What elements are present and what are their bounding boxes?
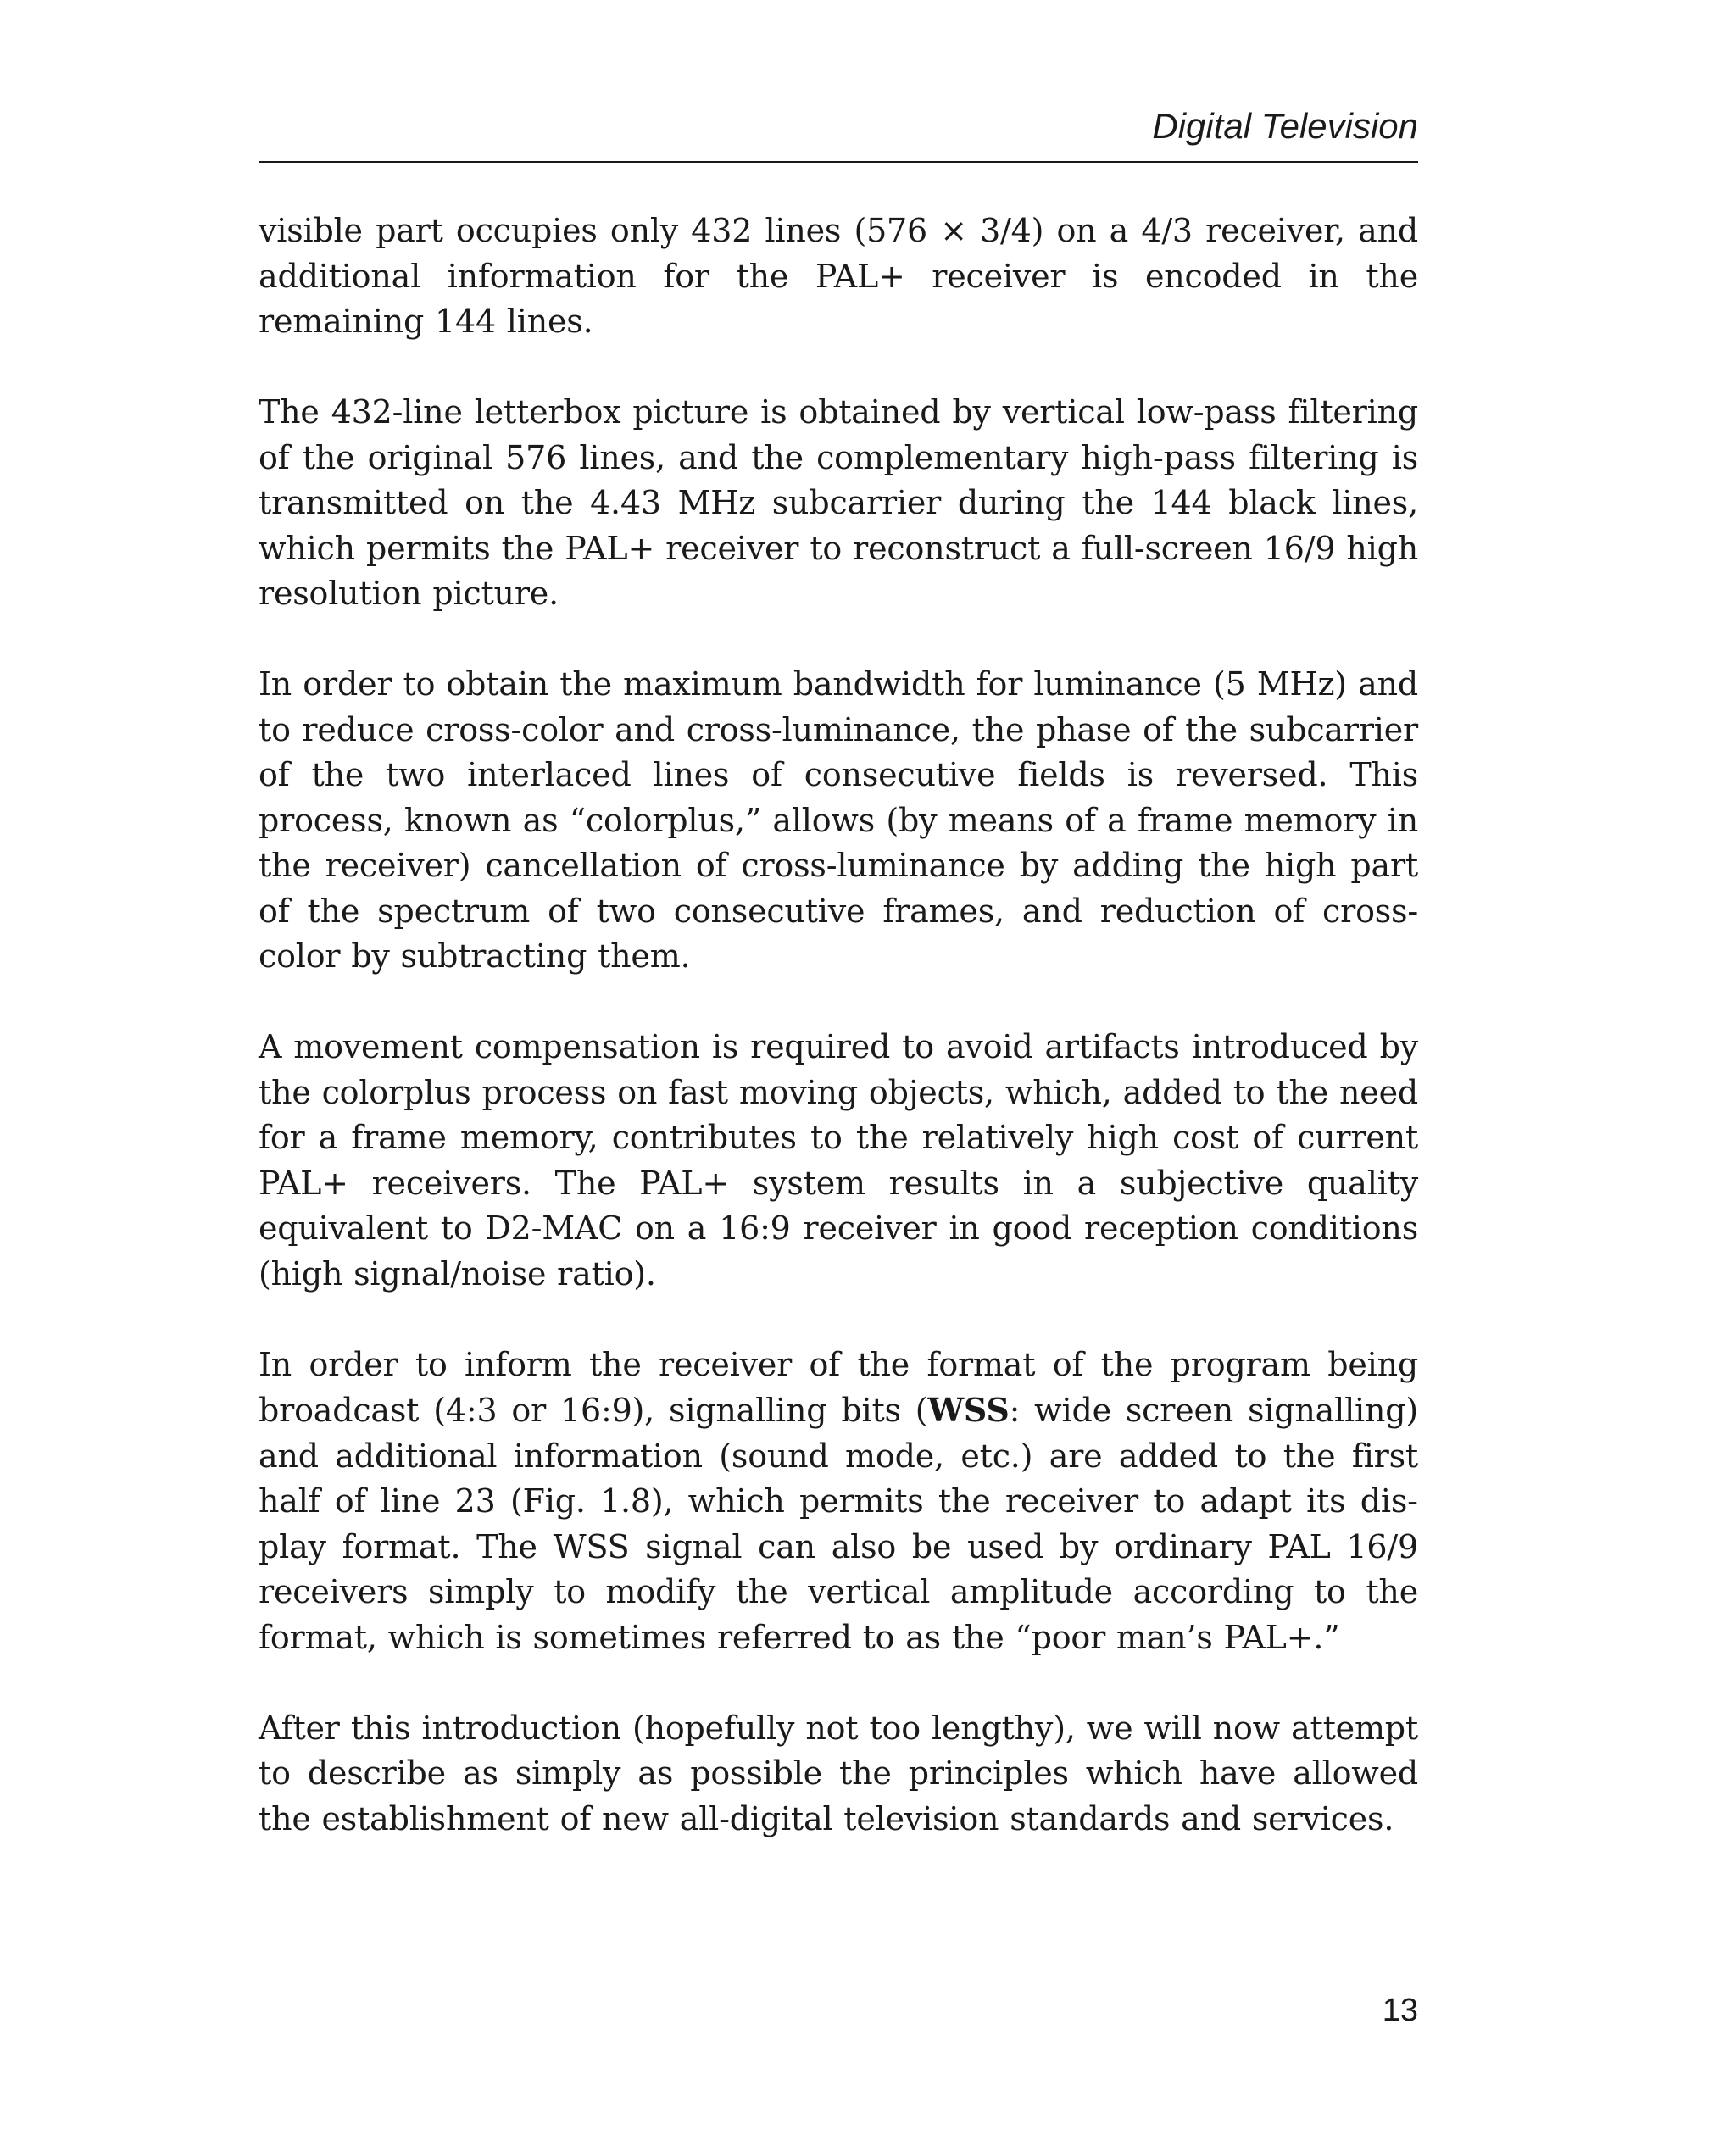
- wss-term: WSS: [927, 1391, 1010, 1429]
- body-text: [259, 208, 1418, 1842]
- paragraph-5-text-after: : wide screen signalling) and additional information (sound mode, etc.) are added to the first half of line 23 (Fig. 1.8), which permits the receiver to adapt its display format. The WSS signal can also be used by ordinary PAL 16/9 receivers simply to modify the vertical amplitude according to the format, which is sometimes referred to as the “poor man’s PAL+.”: [259, 1392, 1418, 1656]
- paragraph-2: The 432-line letterbox picture is obtained by vertical low-pass filtering of the original 576 lines, and the complementary high-pass filtering is transmitted on the 4.43 MHz subcarrier during the 144 black lines, which permits the PAL+ receiver to reconstruct a full-screen 16/9 high resolution picture.: [259, 393, 1418, 612]
- paragraph-3: In order to obtain the maximum bandwidth for luminance (5 MHz) and to reduce cross-color and cross-luminance, the phase of the subcarrier of the two interlaced lines of consecutive fields is reversed. This process, known as “colorplus,” allows (by means of a frame memory in the receiver) cancellation of cross-luminance by adding the high part of the spectrum of two consecutive frames, and reduction of cross-color by subtracting them.: [259, 665, 1418, 975]
- running-head-title: Digital Television: [1152, 106, 1418, 146]
- paragraph-4: A movement compensation is required to avoid artifacts introduced by the colorplus process on fast moving objects, which, added to the need for a frame memory, contributes to the relatively high cost of current PAL+ receivers. The PAL+ system results in a subjective quality equivalent to D2-MAC on a 16:9 receiver in good reception conditions (high signal/noise ratio).: [259, 1028, 1418, 1293]
- paragraph-1: visible part occupies only 432 lines (576 × 3/4) on a 4/3 receiver, and additional information for the PAL+ receiver is encoded in the remaining 144 lines.: [259, 212, 1418, 340]
- paragraph-6: After this introduction (hopefully not too lengthy), we will now attempt to describe as simply as possible the principles which have allowed the establishment of new all-digital television standards and services.: [259, 1709, 1418, 1837]
- paragraph-5: [259, 1343, 1418, 1661]
- paragraph-5-text-before: In order to inform the receiver of the format of the program being broadcast (4:3 or 16:9), signalling bits (: [259, 1345, 1418, 1429]
- header-rule: [259, 161, 1418, 163]
- page-number: 13: [1382, 1993, 1418, 2028]
